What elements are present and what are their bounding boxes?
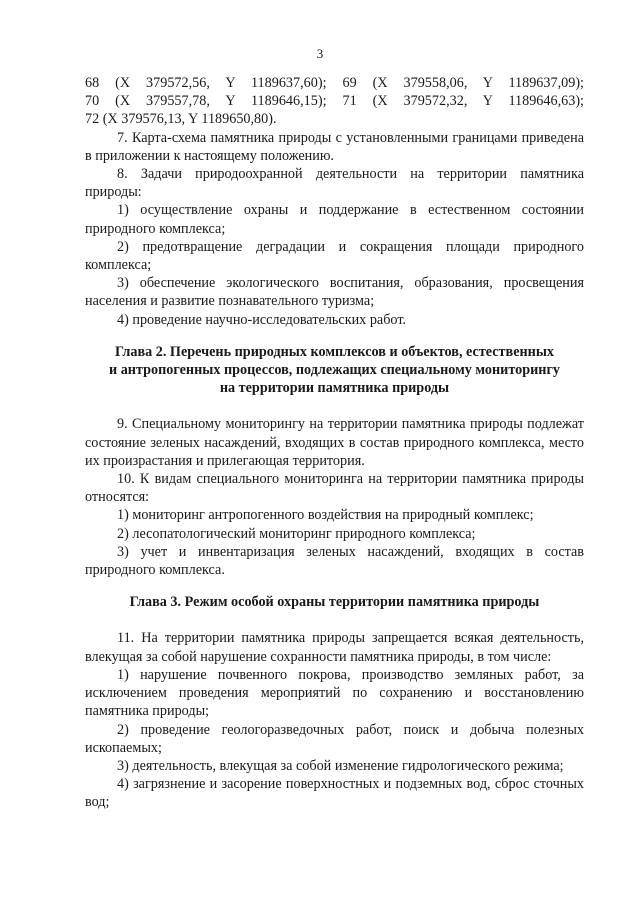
list-item: 2) предотвращение деградации и сокращения площади природного комплекса; <box>85 238 584 274</box>
list-item: 3) обеспечение экологического воспитания, образования, просвещения населения и развитие познавательного туризма; <box>85 275 584 310</box>
list-item: 3) учет и инвентаризация зеленых насаждений, входящих в состав природного комплекса. <box>85 543 584 579</box>
paragraph-9: 9. Специальному мониторингу на территории памятника природы подлежат состояние зеленых насаждений, входящих в состав природного комплекса, место их произрастания и прилегающая территория. <box>85 416 584 469</box>
list-item: 4) проведение научно-исследовательских работ. <box>117 311 407 328</box>
list-item: 1) нарушение почвенного покрова, производство земляных работ, за исключением проведения мероприятий по сохранению и восстановлению памятника природы; <box>85 666 584 720</box>
document-body <box>85 74 584 812</box>
heading-line: Глава 2. Перечень природных комплексов и объектов, естественных <box>114 343 555 360</box>
chapter-3-heading: Глава 3. Режим особой охраны территории памятника природы <box>129 594 540 611</box>
coordinates-line: 70 (X 379557,78, Y 1189646,15); 71 (X 379572,32, Y 1189646,63); <box>85 93 584 110</box>
heading-line: и антропогенных процессов, подлежащих специальному мониторингу <box>108 362 561 379</box>
paragraph-8: 8. Задачи природоохранной деятельности на территории памятника природы: <box>85 166 584 201</box>
coordinates-paragraph <box>85 74 584 129</box>
page-number: 3 <box>316 46 324 61</box>
chapter-2-heading <box>85 343 584 398</box>
coordinates-line: 68 (X 379572,56, Y 1189637,60); 69 (X 379558,06, Y 1189637,09); <box>85 75 584 91</box>
list-item: 2) лесопатологический мониторинг природного комплекса; <box>117 525 476 542</box>
heading-line: на территории памятника природы <box>219 380 450 397</box>
paragraph-7: 7. Карта-схема памятника природы с установленными границами приведена в приложении к настоящему положению. <box>85 129 584 164</box>
list-item: 4) загрязнение и засорение поверхностных и подземных вод, сброс сточных вод; <box>85 776 584 811</box>
paragraph-11: 11. На территории памятника природы запрещается всякая деятельность, влекущая за собой нарушение сохранности памятника природы, в том числе: <box>85 630 584 665</box>
list-item: 1) осуществление охраны и поддержание в естественном состоянии природного комплекса; <box>85 202 584 237</box>
list-item: 3) деятельность, влекущая за собой изменение гидрологического режима; <box>117 757 564 774</box>
coordinates-line: 72 (X 379576,13, Y 1189650,80). <box>85 111 277 128</box>
paragraph-10: 10. К видам специального мониторинга на территории памятника природы относятся: <box>85 471 584 506</box>
list-item: 1) мониторинг антропогенного воздействия на природный комплекс; <box>117 507 534 524</box>
list-item: 2) проведение геологоразведочных работ, поиск и добыча полезных ископаемых; <box>85 721 584 756</box>
